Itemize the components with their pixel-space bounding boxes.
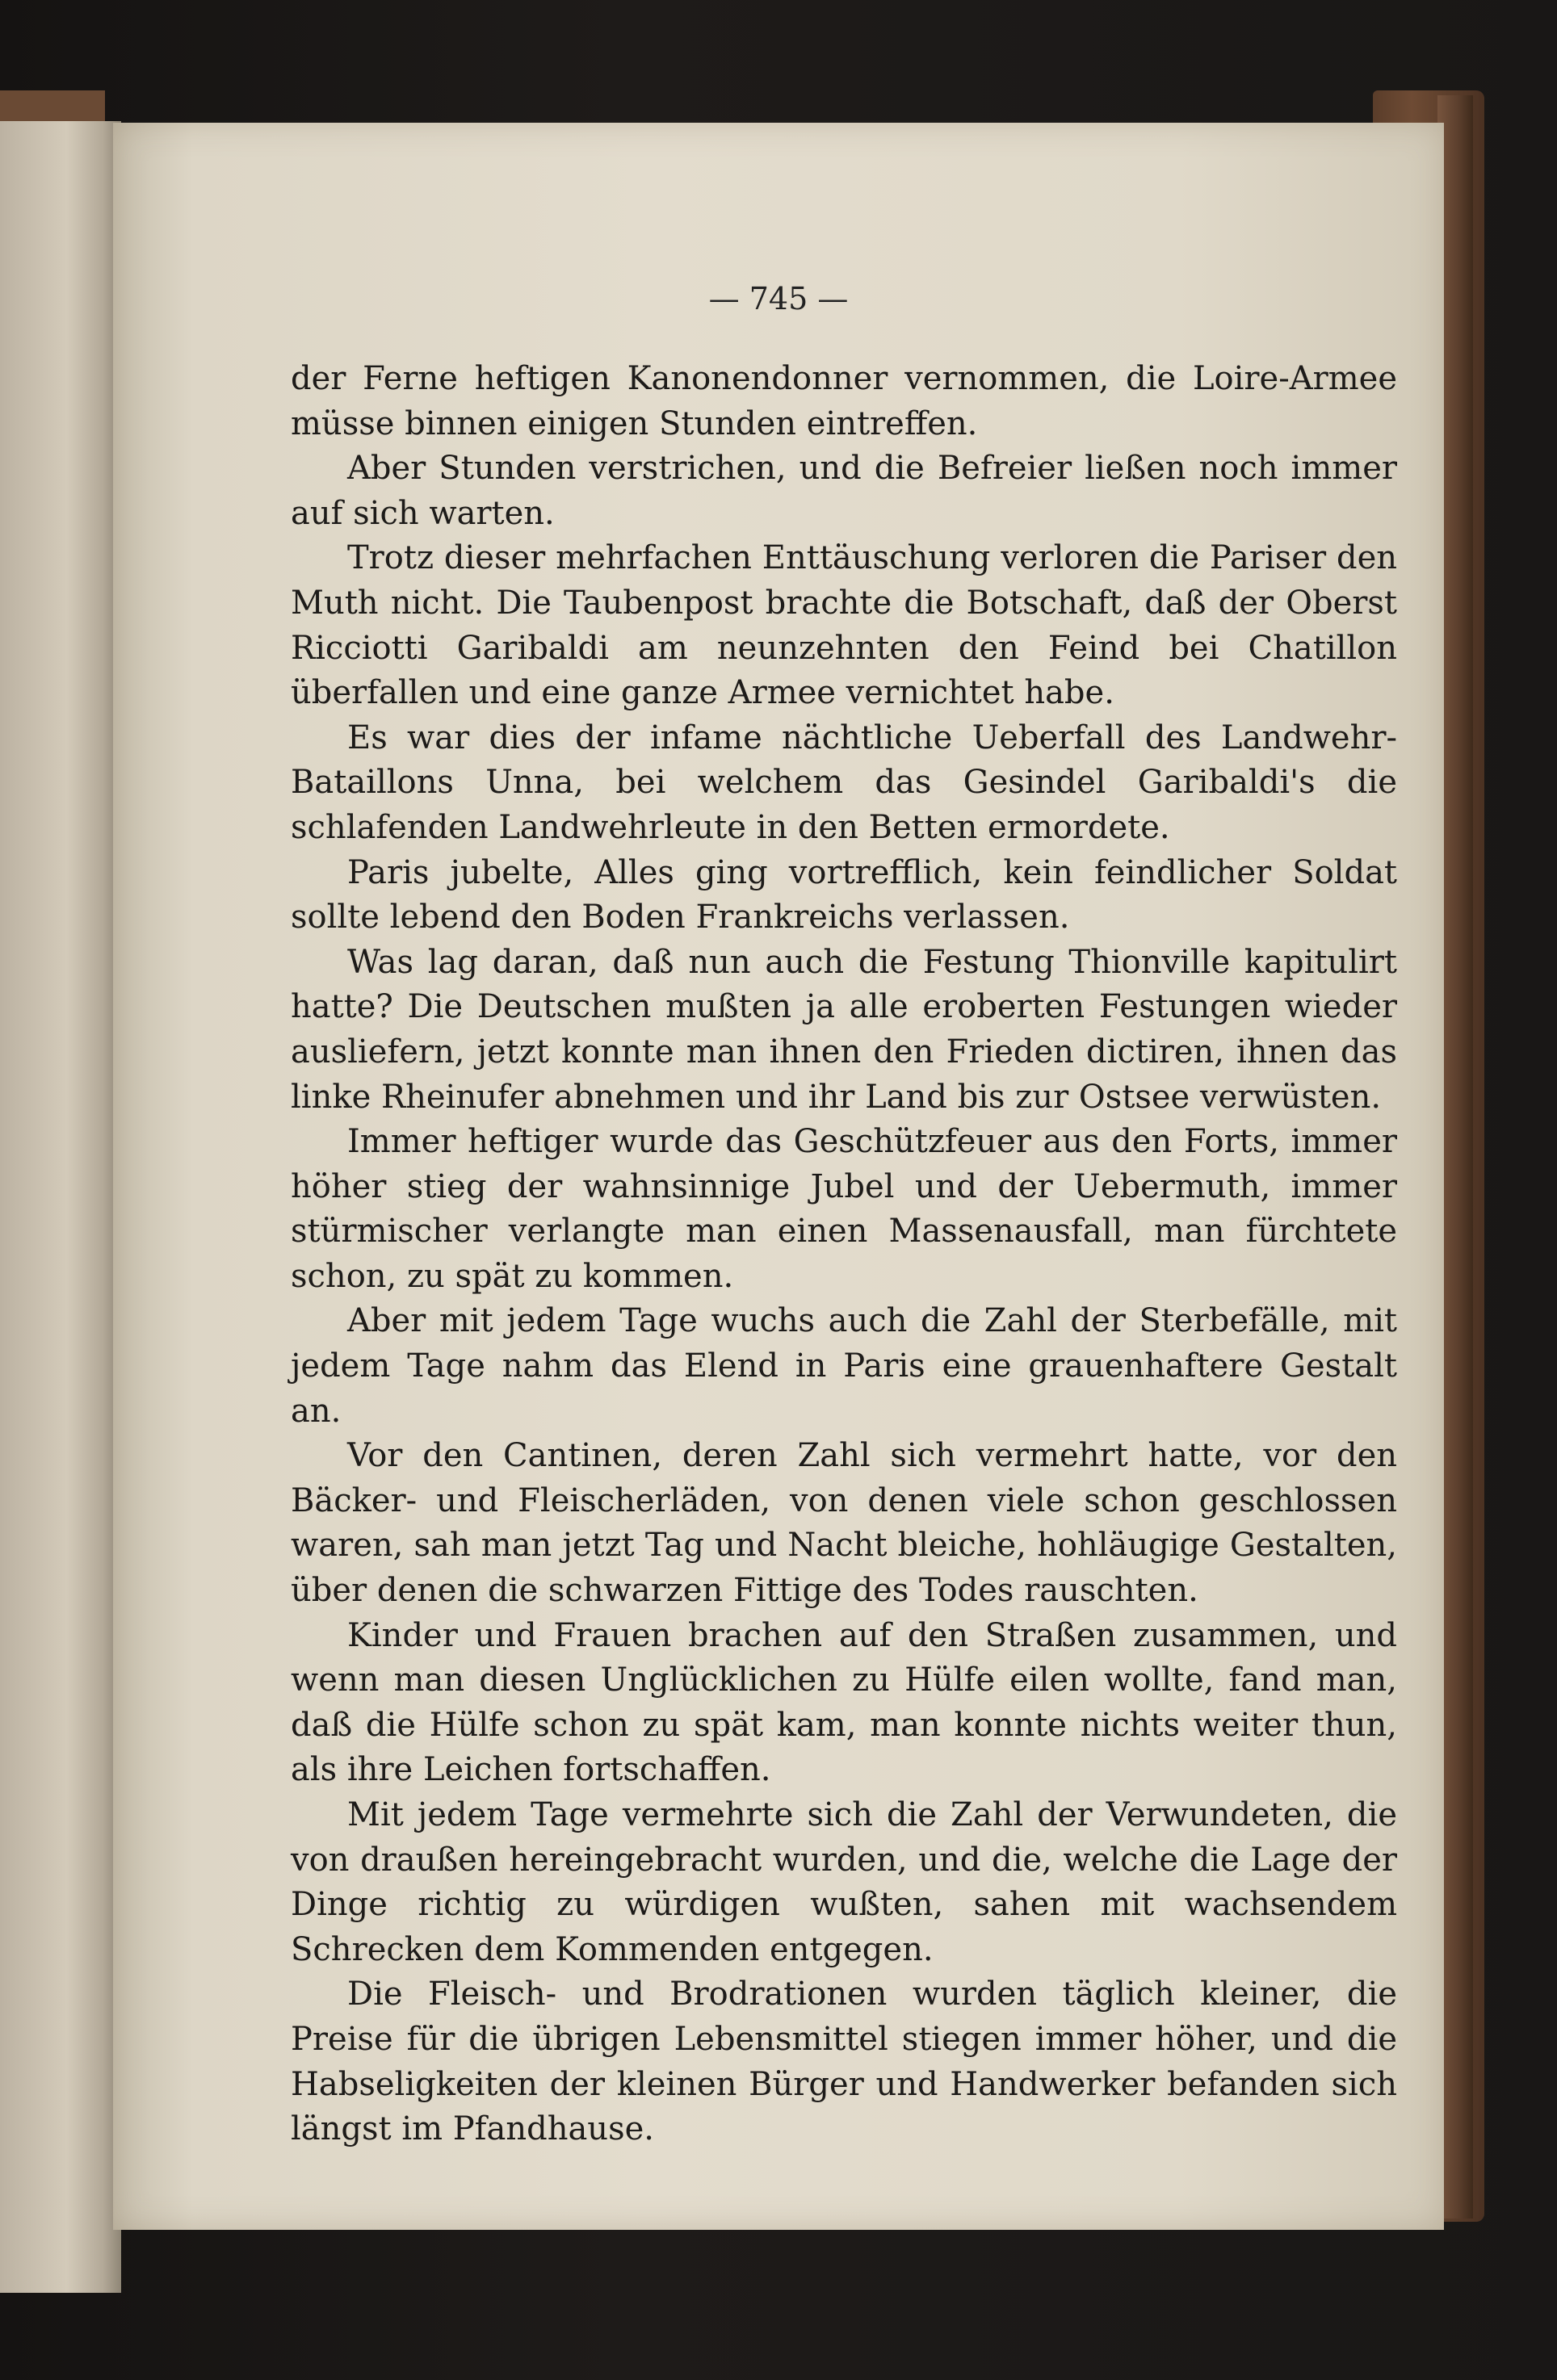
paragraph: Mit jedem Tage vermehrte sich die Zahl der Verwundeten, die von draußen hereingebracht wurden, und die, welche die Lage der Dinge richtig zu würdigen wußten, sahen mit wachsendem Schrecken dem Kommenden entgegen.: [291, 1796, 1397, 1968]
paragraph: Immer heftiger wurde das Geschützfeuer aus den Forts, immer höher stieg der wahnsinnige Jubel und der Uebermuth, immer stürmischer verlangte man einen Massenausfall, man fürchtete schon, zu spät zu kommen.: [291, 1123, 1397, 1295]
paragraph: Paris jubelte, Alles ging vortrefflich, kein feindlicher Soldat sollte lebend den Boden Frankreichs verlassen.: [291, 853, 1397, 936]
paragraph: Die Fleisch- und Brodrationen wurden täglich kleiner, die Preise für die übrigen Lebensmittel stiegen immer höher, und die Habseligkeiten der kleinen Bürger und Handwerker befanden sich längst im Pfandhause.: [291, 1976, 1397, 2148]
paragraph: Kinder und Frauen brachen auf den Straßen zusammen, und wenn man diesen Unglücklichen zu Hülfe eilen wollte, fand man, daß die Hülfe schon zu spät kam, man konnte nichts weiter thun, als ihre Leichen fortschaffen.: [291, 1616, 1397, 1789]
book-page: [113, 123, 1444, 2230]
paragraph: Vor den Cantinen, deren Zahl sich vermehrt hatte, vor den Bäcker- und Fleischerläden, von denen viele schon geschlossen waren, sah man jetzt Tag und Nacht bleiche, hohläugige Gestalten, über denen die schwarzen Fittige des Todes rauschten.: [291, 1437, 1397, 1610]
page-number: — 745 —: [708, 281, 849, 316]
paragraph: Es war dies der infame nächtliche Ueberfall des Landwehr-Bataillons Unna, bei welchem das Gesindel Garibaldi's die schlafenden Landwehrleute in den Betten ermordete.: [291, 719, 1397, 846]
paragraph: der Ferne heftigen Kanonendonner vernommen, die Loire-Armee müsse binnen einigen Stunden eintreffen.: [291, 360, 1397, 442]
left-cover-strip: [0, 90, 105, 123]
left-page-edge: [0, 121, 121, 2293]
paragraph: Aber Stunden verstrichen, und die Befreier ließen noch immer auf sich warten.: [291, 450, 1397, 532]
paragraph: Was lag daran, daß nun auch die Festung Thionville kapitulirt hatte? Die Deutschen mußten ja alle eroberten Festungen wieder ausliefern, jetzt konnte man ihnen den Frieden dictiren, ihnen das linke Rheinufer abnehmen und ihr Land bis zur Ostsee verwüsten.: [291, 943, 1397, 1116]
paragraph: Aber mit jedem Tage wuchs auch die Zahl der Sterbefälle, mit jedem Tage nahm das Elend in Paris eine grauenhaftere Gestalt an.: [291, 1302, 1397, 1430]
paragraph: Trotz dieser mehrfachen Enttäuschung verloren die Pariser den Muth nicht. Die Taubenpost brachte die Botschaft, daß der Oberst Ricciotti Garibaldi am neunzehnten den Feind bei Chatillon überfallen und eine ganze Armee vernichtet habe.: [291, 539, 1397, 712]
page-body: [291, 357, 1397, 2152]
